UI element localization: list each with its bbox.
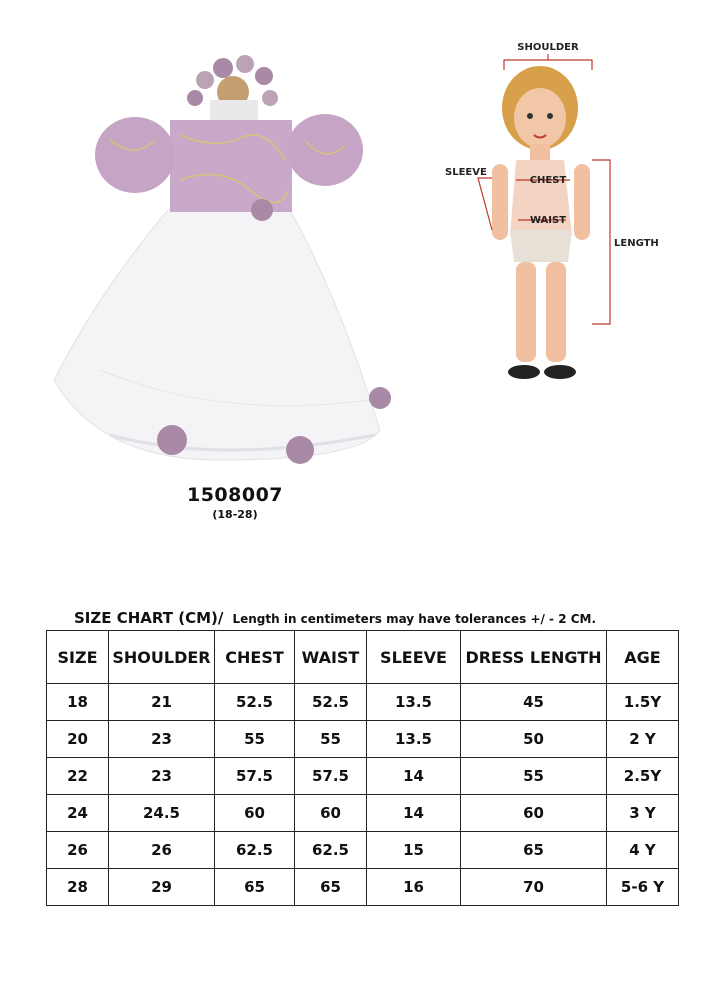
cell-chest: 62.5 <box>215 832 295 869</box>
dress-image <box>40 40 410 480</box>
cell-chest: 60 <box>215 795 295 832</box>
cell-size: 20 <box>47 721 109 758</box>
table-row <box>47 721 679 758</box>
cell-waist: 52.5 <box>295 684 367 721</box>
cell-size: 22 <box>47 758 109 795</box>
cell-shoulder: 21 <box>109 684 215 721</box>
cell-dress-length: 55 <box>461 758 607 795</box>
cell-sleeve: 13.5 <box>367 684 461 721</box>
cell-shoulder: 23 <box>109 758 215 795</box>
cell-sleeve: 13.5 <box>367 721 461 758</box>
cell-size: 26 <box>47 832 109 869</box>
header-dress-length: DRESS LENGTH <box>461 631 607 684</box>
cell-dress-length: 70 <box>461 869 607 906</box>
cell-waist: 65 <box>295 869 367 906</box>
cell-waist: 57.5 <box>295 758 367 795</box>
cell-dress-length: 60 <box>461 795 607 832</box>
cell-sleeve: 14 <box>367 758 461 795</box>
cell-dress-length: 45 <box>461 684 607 721</box>
cell-dress-length: 65 <box>461 832 607 869</box>
cell-sleeve: 15 <box>367 832 461 869</box>
cell-chest: 52.5 <box>215 684 295 721</box>
cell-age: 2 Y <box>607 721 679 758</box>
cell-age: 1.5Y <box>607 684 679 721</box>
cell-waist: 60 <box>295 795 367 832</box>
cell-age: 5-6 Y <box>607 869 679 906</box>
table-row <box>47 758 679 795</box>
table-header-row <box>47 631 679 684</box>
table-row <box>47 684 679 721</box>
cell-waist: 55 <box>295 721 367 758</box>
cell-shoulder: 24.5 <box>109 795 215 832</box>
header-chest: CHEST <box>215 631 295 684</box>
size-range: (18-28) <box>212 508 258 521</box>
measurement-guide <box>440 40 670 390</box>
cell-shoulder: 26 <box>109 832 215 869</box>
cell-size: 18 <box>47 684 109 721</box>
cell-dress-length: 50 <box>461 721 607 758</box>
cell-age: 4 Y <box>607 832 679 869</box>
cell-size: 28 <box>47 869 109 906</box>
cell-shoulder: 29 <box>109 869 215 906</box>
size-chart-table <box>46 630 679 906</box>
waist-label: WAIST <box>529 215 567 226</box>
shoulder-label: SHOULDER <box>517 42 579 53</box>
table-row <box>47 869 679 906</box>
sleeve-label: SLEEVE <box>445 167 487 178</box>
cell-age: 3 Y <box>607 795 679 832</box>
cell-waist: 62.5 <box>295 832 367 869</box>
cell-chest: 55 <box>215 721 295 758</box>
product-code: 1508007 <box>186 484 284 506</box>
cell-chest: 65 <box>215 869 295 906</box>
cell-sleeve: 14 <box>367 795 461 832</box>
header-shoulder: SHOULDER <box>109 631 215 684</box>
header-size: SIZE <box>47 631 109 684</box>
size-chart-title: SIZE CHART (CM)/ <box>74 609 224 627</box>
cell-age: 2.5Y <box>607 758 679 795</box>
header-waist: WAIST <box>295 631 367 684</box>
table-row <box>47 795 679 832</box>
header-sleeve: SLEEVE <box>367 631 461 684</box>
table-row <box>47 832 679 869</box>
cell-size: 24 <box>47 795 109 832</box>
header-age: AGE <box>607 631 679 684</box>
cell-shoulder: 23 <box>109 721 215 758</box>
chest-label: CHEST <box>529 175 567 186</box>
size-chart-heading <box>74 608 596 627</box>
size-chart-note: Length in centimeters may have tolerances +/ - 2 CM. <box>232 612 597 626</box>
length-label: LENGTH <box>614 238 659 249</box>
cell-sleeve: 16 <box>367 869 461 906</box>
cell-chest: 57.5 <box>215 758 295 795</box>
